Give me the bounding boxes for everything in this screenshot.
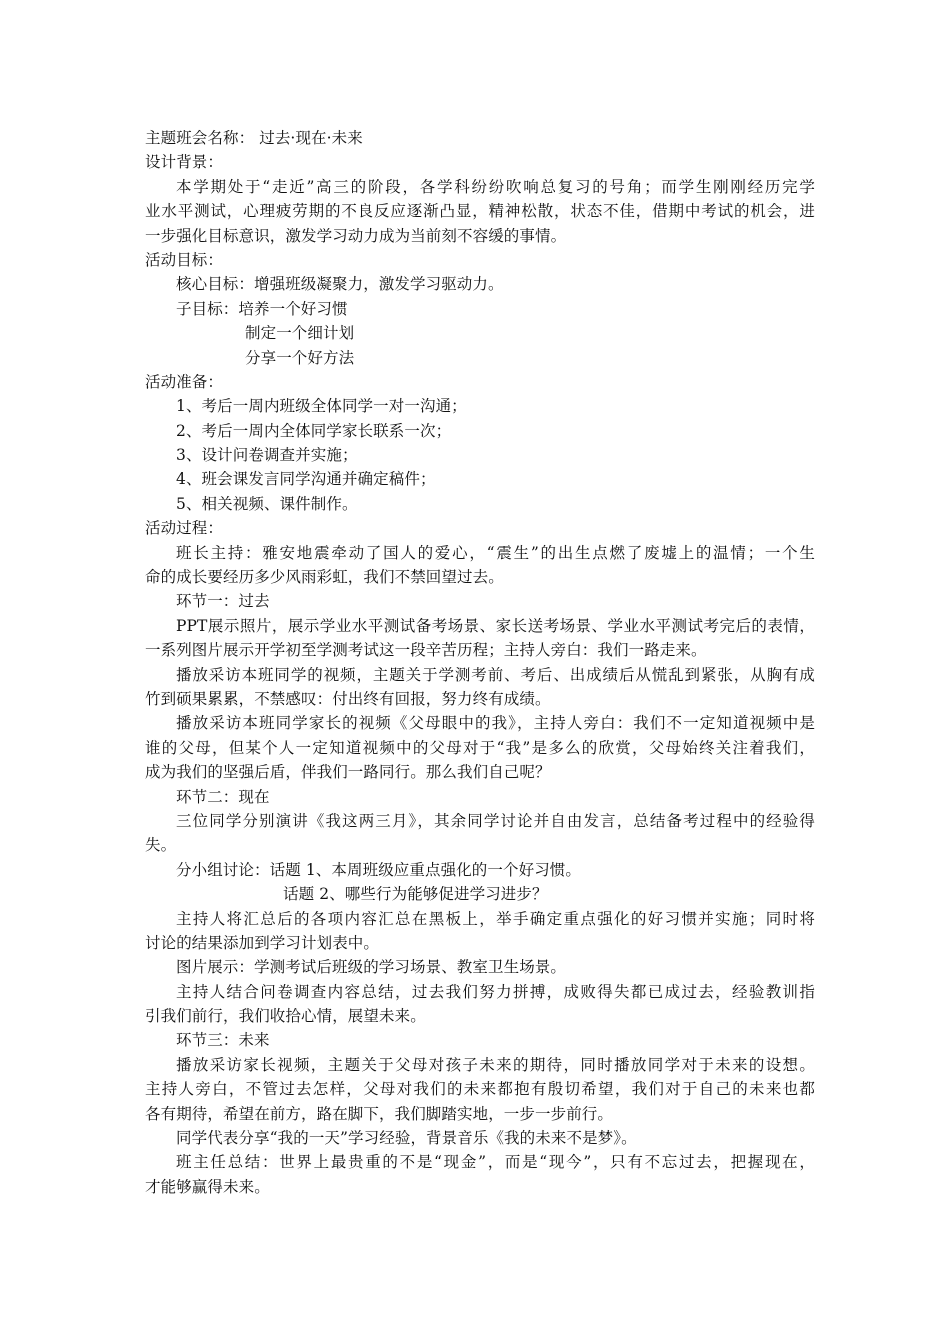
text-line: 班长主持：雅安地震牵动了国人的爱心，“震生”的出生点燃了废墟上的温情；一个生 — [176, 543, 815, 562]
text-line: 3、设计问卷调查并实施； — [176, 446, 358, 465]
document-title: 主题班会名称： 过去·现在·未来 — [145, 129, 363, 147]
text-line: 4、班会课发言同学沟通并确定稿件； — [176, 470, 436, 489]
text-line: 核心目标：增强班级凝聚力，激发学习驱动力。 — [176, 275, 504, 294]
text-line: 成为我们的坚强后盾，伴我们一路同行。那么我们自己呢？ — [145, 763, 551, 782]
text-line: 一系列图片展示开学初至学测考试这一段辛苦历程；主持人旁白：我们一路走来。 — [145, 641, 707, 660]
text-line: 环节二：现在 — [176, 787, 270, 806]
text-line: 活动过程： — [145, 519, 224, 538]
text-line: 环节一：过去 — [176, 592, 270, 611]
text-line: 三位同学分别演讲《我这两三月》，其余同学讨论并自由发言，总结备考过程中的经验得 — [176, 811, 815, 830]
text-line: 命的成长要经历多少风雨彩虹，我们不禁回望过去。 — [145, 568, 504, 587]
text-line: 5、相关视频、课件制作。 — [176, 494, 358, 513]
text-line: 2、考后一周内全体同学家长联系一次； — [176, 421, 452, 440]
text-line: 失。 — [145, 836, 177, 855]
text-line: 活动准备： — [145, 372, 224, 391]
text-line: 本学期处于“走近”高三的阶段，各学科纷纷吹响总复习的号角；而学生刚刚经历完学 — [176, 177, 815, 196]
text-line: 竹到硕果累累，不禁感叹：付出终有回报，努力终有成绩。 — [145, 689, 551, 708]
text-line: 子目标：培养一个好习惯 — [176, 299, 348, 318]
text-line: 谁的父母，但某个人一定知道视频中的父母对于“我”是多么的欣赏，父母始终关注着我们， — [145, 738, 815, 757]
text-line: 播放采访本班同学的视频，主题关于学测考前、考后、出成绩后从慌乱到紧张，从胸有成 — [176, 665, 815, 684]
text-line: 讨论的结果添加到学习计划表中。 — [145, 933, 380, 952]
text-line: 分小组讨论：话题 1、本周班级应重点强化的一个好习惯。 — [176, 860, 581, 879]
text-line: 图片展示：学测考试后班级的学习场景、教室卫生场景。 — [176, 958, 567, 977]
text-line: PPT展示照片，展示学业水平测试备考场景、家长送考场景、学业水平测试考完后的表情， — [176, 616, 815, 635]
text-line: 才能够赢得未来。 — [145, 1177, 270, 1196]
text-line: 播放采访本班同学家长的视频《父母眼中的我》，主持人旁白：我们不一定知道视频中是 — [176, 714, 815, 733]
text-line: 主持人旁白，不管过去怎样，父母对我们的未来都抱有殷切希望，我们对于自己的未来也都 — [145, 1080, 815, 1099]
text-line: 分享一个好方法 — [245, 348, 355, 367]
text-line: 引我们前行，我们收拾心情，展望未来。 — [145, 1007, 426, 1026]
text-line: 环节三：未来 — [176, 1031, 270, 1050]
text-line: 业水平测试，心理疲劳期的不良反应逐渐凸显，精神松散，状态不佳，借期中考试的机会，进 — [145, 202, 815, 221]
text-line: 主持人结合问卷调查内容总结，过去我们努力拼搏，成败得失都已成过去，经验教训指 — [176, 982, 815, 1001]
text-line: 制定一个细计划 — [245, 324, 355, 343]
text-line: 活动目标： — [145, 250, 224, 269]
text-line: 话题 2、哪些行为能够促进学习进步？ — [283, 885, 548, 904]
text-line: 班主任总结：世界上最贵重的不是“现金”，而是“现今”，只有不忘过去，把握现在， — [176, 1153, 815, 1172]
text-line: 主持人将汇总后的各项内容汇总在黑板上，举手确定重点强化的好习惯并实施；同时将 — [176, 909, 815, 928]
text-line: 1、考后一周内班级全体同学一对一沟通； — [176, 397, 467, 416]
text-line: 各有期待，希望在前方，路在脚下，我们脚踏实地，一步一步前行。 — [145, 1104, 614, 1123]
document-page — [145, 126, 815, 1199]
text-line: 同学代表分享“我的一天”学习经验，背景音乐《我的未来不是梦》。 — [176, 1129, 637, 1148]
text-line: 播放采访家长视频，主题关于父母对孩子未来的期待，同时播放同学对于未来的设想。 — [176, 1055, 815, 1074]
text-line: 一步强化目标意识，激发学习动力成为当前刻不容缓的事情。 — [145, 226, 567, 245]
text-line: 设计背景： — [145, 153, 224, 172]
